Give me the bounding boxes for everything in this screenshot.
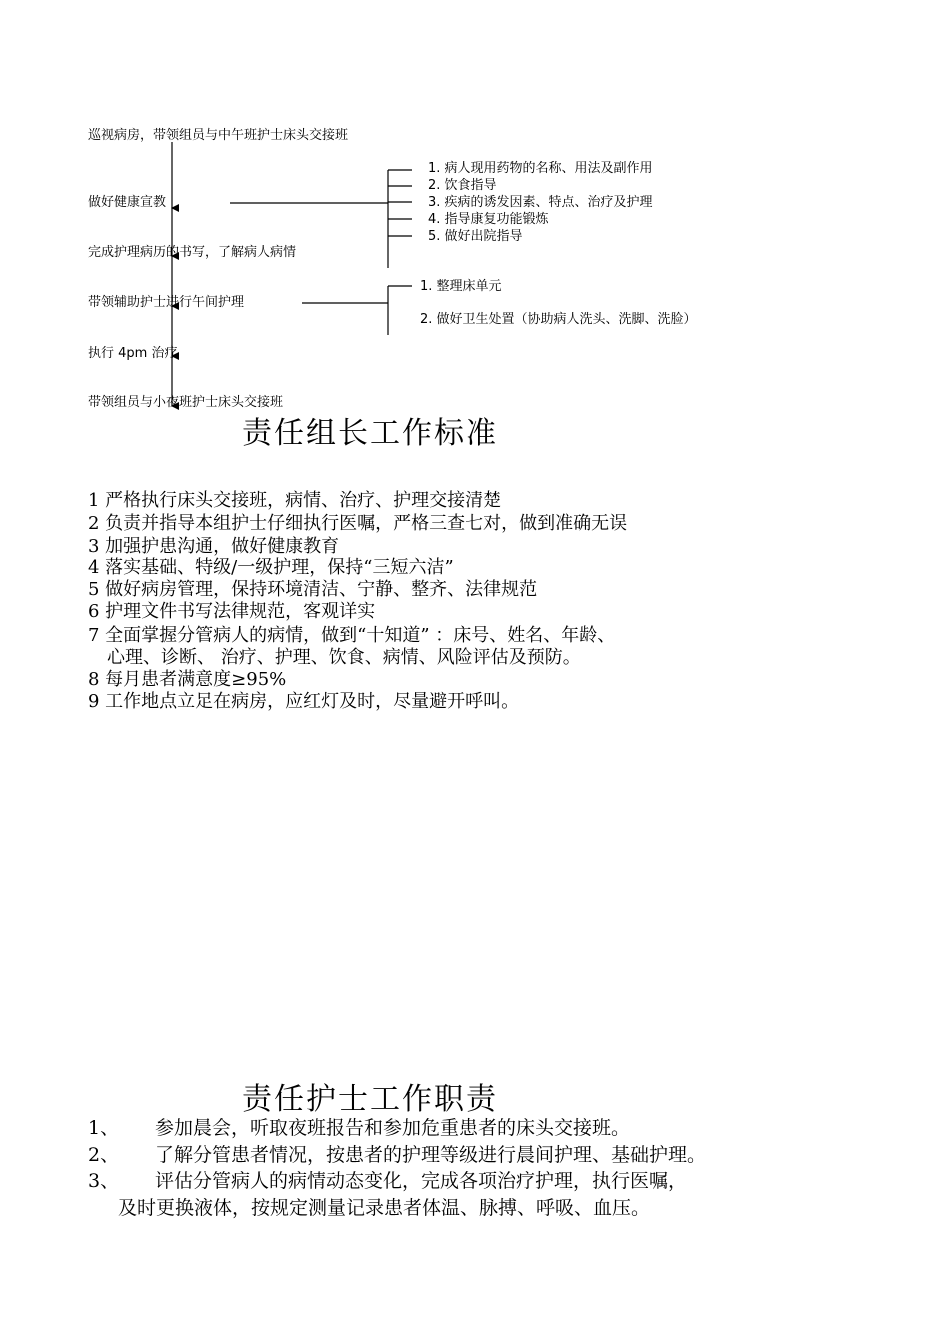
health-edu-item: 2. 饮食指导: [428, 178, 497, 193]
health-edu-item: 4. 指导康复功能锻炼: [428, 212, 549, 227]
standard-item: 9 工作地点立足在病房，应红灯及时，尽量避开呼叫。: [88, 691, 520, 712]
duties-title: 责任护士工作职责: [242, 1082, 498, 1117]
midday-care-item: 1. 整理床单元: [420, 279, 502, 294]
health-edu-item: 5. 做好出院指导: [428, 229, 523, 244]
flow-step-3: 完成护理病历的书写，了解病人病情: [88, 245, 297, 260]
standard-item: 3 加强护患沟通，做好健康教育: [88, 536, 340, 557]
duty-number: 3、: [88, 1170, 120, 1192]
standard-item: 6 护理文件书写法律规范，客观详实: [88, 601, 376, 622]
duty-continuation: 及时更换液体，按规定测量记录患者体温、脉搏、呼吸、血压。: [118, 1197, 651, 1219]
duty-number: 2、: [88, 1144, 120, 1166]
standard-item: 7 全面掌握分管病人的病情，做到“十知道” ：床号、姓名、年龄、: [88, 625, 616, 646]
standard-item: 1 严格执行床头交接班，病情、治疗、护理交接清楚: [88, 490, 502, 511]
flow-step-5: 执行 4pm 治疗: [88, 346, 178, 361]
standard-item: 8 每月患者满意度≥95%: [88, 669, 287, 690]
duty-text: 参加晨会，听取夜班报告和参加危重患者的床头交接班。: [155, 1117, 631, 1139]
duty-number: 1、: [88, 1117, 120, 1139]
standards-title: 责任组长工作标准: [242, 416, 498, 451]
duty-text: 评估分管病人的病情动态变化，完成各项治疗护理，执行医嘱，: [155, 1170, 688, 1192]
flow-step-4: 带领辅助护士进行午间护理: [88, 295, 245, 310]
health-edu-item: 3. 疾病的诱发因素、特点、治疗及护理: [428, 195, 653, 210]
standard-item: 4 落实基础、特级/一级护理，保持“三短六洁”: [88, 557, 454, 578]
flow-step-6: 带领组员与小夜班护士床头交接班: [88, 395, 284, 410]
duty-text: 了解分管患者情况，按患者的护理等级进行晨间护理、基础护理。: [155, 1144, 707, 1166]
flow-step-1: 巡视病房，带领组员与中午班护士床头交接班: [88, 128, 349, 143]
midday-care-item: 2. 做好卫生处置（协助病人洗头、洗脚、洗脸）: [420, 312, 697, 327]
flow-step-2: 做好健康宣教: [88, 195, 167, 210]
standard-item-continuation: 心理、诊断、 治疗、护理、饮食、病情、风险评估及预防。: [107, 647, 581, 668]
standard-item: 5 做好病房管理，保持环境清洁、宁静、整齐、法律规范: [88, 579, 538, 600]
standard-item: 2 负责并指导本组护士仔细执行医嘱，严格三查七对，做到准确无误: [88, 513, 628, 534]
health-edu-item: 1. 病人现用药物的名称、用法及副作用: [428, 161, 653, 176]
